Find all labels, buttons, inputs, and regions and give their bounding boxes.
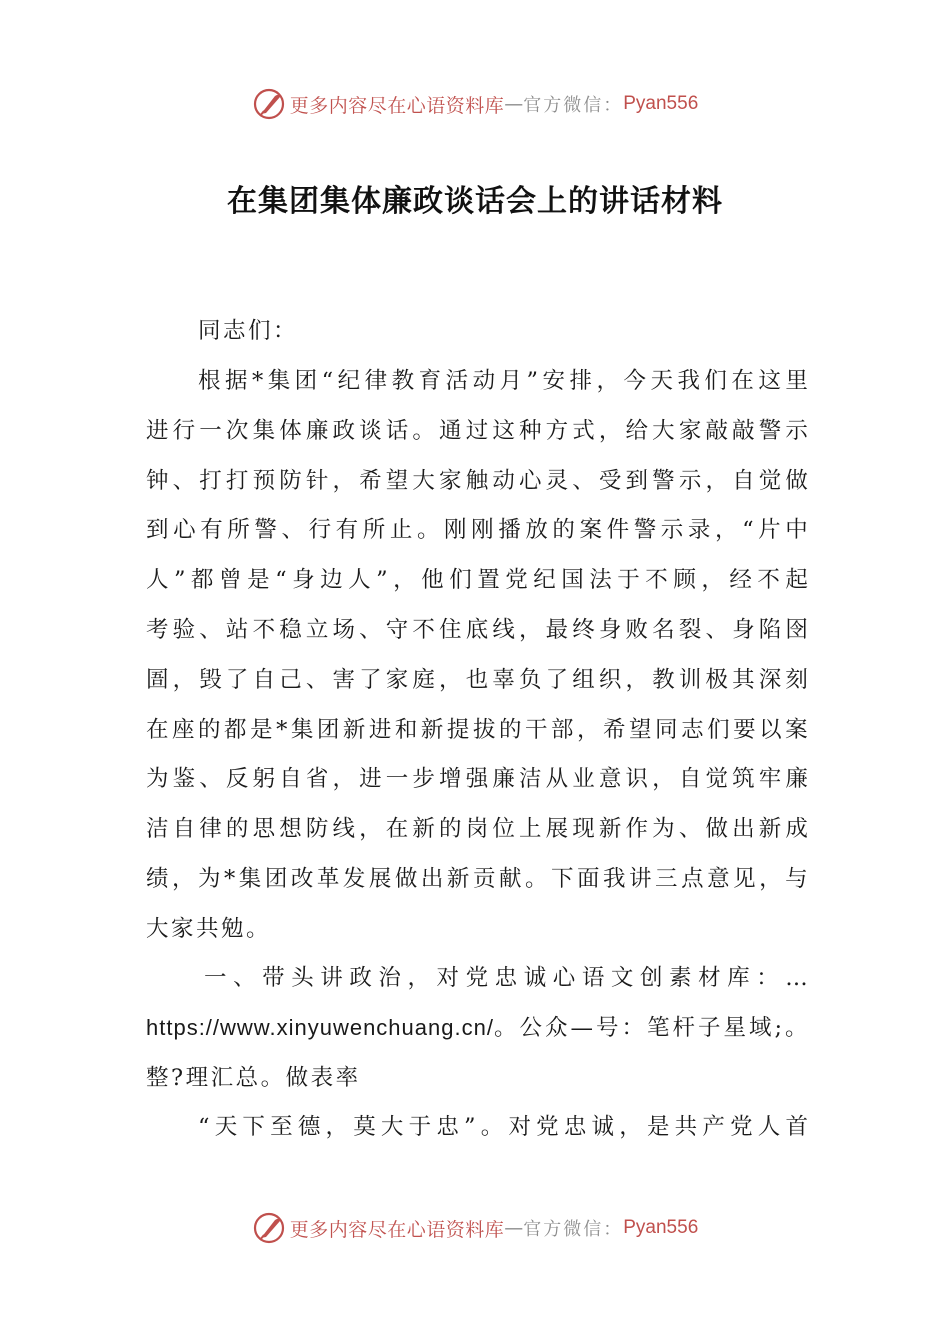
quill-logo-icon: [252, 1211, 286, 1245]
paragraph-line: 绩 ， 为 * 集 团 改 革 发 展 做 出 新 贡 献 。 下 面 我 讲 三 点 意 见 ， 与: [146, 866, 808, 892]
footer-watermark-banner: [0, 1208, 950, 1248]
banner-wechat-id: Pyan556: [623, 93, 699, 114]
url-line: [146, 1011, 811, 1045]
paragraph-line: 洁 自 律 的 思 想 防 线 ， 在 新 的 岗 位 上 展 现 新 作 为 、 做 出 新 成: [146, 816, 808, 842]
greeting: 同志们：: [198, 318, 299, 344]
paragraph-line: 为 鉴 、 反 躬 自 省 ， 进 一 步 增 强 廉 洁 从 业 意 识 ， 自 觉 筑 牢 廉: [146, 766, 808, 792]
banner-brand: 更多内容尽在心语资料库: [289, 1218, 505, 1241]
heading-end: 整?理汇总。做表率: [146, 1065, 361, 1091]
banner-separator: —: [504, 1217, 524, 1239]
paragraph-line: 人 ” 都 曾 是 “ 身 边 人 ” ， 他 们 置 党 纪 国 法 于 不 顾 ， 经 不 起: [146, 567, 808, 593]
paragraph-line: 进 行 一 次 集 体 廉 政 谈 话 。 通 过 这 种 方 式 ， 给 大 家 敲 敲 警 示: [146, 418, 808, 444]
header-watermark-banner: [0, 84, 950, 124]
paragraph-line: 圄 ， 毁 了 自 己 、 害 了 家 庭 ， 也 辜 负 了 组 织 ， 教 训 极 其 深 刻: [146, 667, 808, 693]
paragraph-line: 大家共勉。: [146, 916, 272, 942]
source-url: https://www.xinyuwenchuang.cn/: [146, 1015, 494, 1040]
banner-separator: —: [504, 93, 524, 115]
paragraph-line: 在 座 的 都 是 * 集 团 新 进 和 新 提 拔 的 干 部 ， 希 望 同 志 们 要 以 案: [146, 717, 808, 743]
banner-brand: 更多内容尽在心语资料库: [289, 94, 505, 117]
quill-logo-icon: [252, 87, 286, 121]
banner-label: 官方微信：: [523, 1219, 624, 1240]
section-heading: 一 、 带 头 讲 政 治 ， 对 党 忠 诚 心 语 文 创 素 材 库 ： …: [204, 965, 808, 991]
paragraph-line: 到 心 有 所 警 、 行 有 所 止 。 刚 刚 播 放 的 案 件 警 示 录 ， “ 片 中: [146, 517, 808, 543]
document-title: 在集团集体廉政谈话会上的讲话材料: [227, 184, 723, 219]
banner-label: 官方微信：: [523, 95, 624, 116]
paragraph-line: 根 据 * 集 团 “ 纪 律 教 育 活 动 月 ” 安 排 ， 今 天 我 们 在 这 里: [198, 368, 808, 394]
paragraph-line: “ 天 下 至 德 ， 莫 大 于 忠 ” 。 对 党 忠 诚 ， 是 共 产 党 人 首: [198, 1114, 808, 1140]
paragraph-line: 考 验 、 站 不 稳 立 场 、 守 不 住 底 线 ， 最 终 身 败 名 裂 、 身 陷 囹: [146, 617, 808, 643]
url-tail-text: 。公众—号：笔杆子星域;。: [493, 1015, 811, 1041]
paragraph-line: 钟 、 打 打 预 防 针 ， 希 望 大 家 触 动 心 灵 、 受 到 警 示 ， 自 觉 做: [146, 468, 808, 494]
banner-wechat-id: Pyan556: [623, 1217, 699, 1238]
